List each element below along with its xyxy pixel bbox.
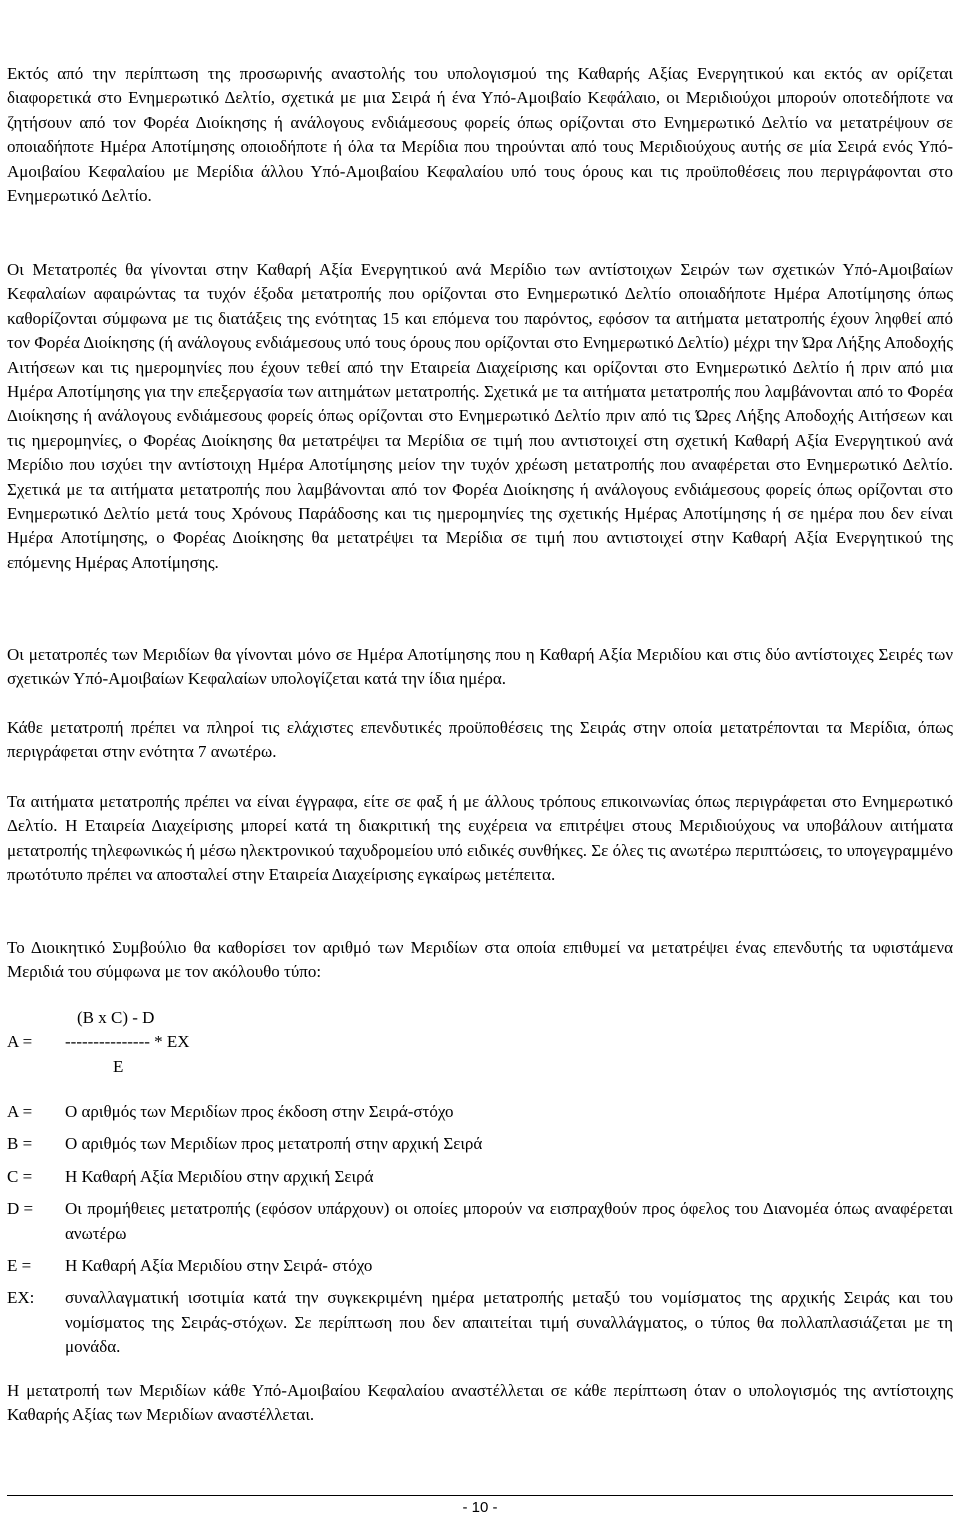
- definition-description: Οι προμήθειες μετατροπής (εφόσον υπάρχουν) οι οποίες μπορούν να εισπραχθούν προς όφελος του Διανομέα όπως αναφέρεται ανωτέρω: [65, 1199, 953, 1243]
- formula-fraction-line: --------------- * EX: [65, 1032, 190, 1051]
- paragraph-written-requests: Τα αιτήματα μετατροπής πρέπει να είναι έγγραφα, είτε σε φαξ ή με άλλους τρόπους επικοινωνίας όπως περιγράφεται στο Ενημερωτικό Δελτίο. Η Εταιρεία Διαχείρισης μπορεί κατά τη διακριτική της ευχέρεια να επιτρέψει στους Μεριδιούχους να υποβάλουν αιτήματα μετατροπής τηλεφωνικώς ή μέσω ηλεκτρονικού ταχυδρομείου υπό ειδικές συνθήκες. Σε όλες τις ανωτέρω περιπτώσεις, το υπογεγραμμένο πρωτότυπο πρέπει να αποσταλεί στην Εταιρεία Διαχείρισης εγκαίρως μετέπειτα.: [7, 792, 953, 885]
- definition-term: B =: [7, 1134, 33, 1154]
- formula-definitions: [7, 1100, 953, 1368]
- definition-row: [7, 1254, 953, 1278]
- footer-divider: [7, 1495, 953, 1496]
- page-number: - 10 -: [462, 1499, 498, 1516]
- definition-description: Η Καθαρή Αξία Μεριδίου στην Σειρά- στόχο: [65, 1256, 373, 1276]
- definition-term: A =: [7, 1102, 33, 1121]
- paragraph-minimum-investment: Κάθε μετατροπή πρέπει να πληροί τις ελάχιστες επενδυτικές προϋποθέσεις της Σειράς στην οποία μετατρέπονται τα Μερίδια, όπως περιγράφεται στην ενότητα 7 ανωτέρω.: [7, 718, 953, 762]
- definition-row: [7, 1197, 953, 1246]
- definition-term: EX:: [7, 1288, 35, 1308]
- definition-description: συναλλαγματική ισοτιμία κατά την συγκεκριμένη ημέρα μετατροπής μεταξύ του νομίσματος της αρχικής Σειράς και του νομίσματος της Σειράς-στόχων. Σε περίπτωση που δεν απαιτείται τιμή συναλλάγματος, ο τύπος θα πολλαπλασιάζεται με τη μονάδα.: [65, 1288, 953, 1357]
- definition-term: C =: [7, 1166, 33, 1186]
- paragraph-suspension: Η μετατροπή των Μεριδίων κάθε Υπό-Αμοιβαίου Κεφαλαίου αναστέλλεται σε κάθε περίπτωση όταν ο υπολογισμός της αντίστοιχης Καθαρής Αξίας των Μεριδίων αναστέλλεται.: [7, 1381, 953, 1425]
- paragraph-conversion-requests: Εκτός από την περίπτωση της προσωρινής αναστολής του υπολογισμού της Καθαρής Αξίας Ενεργητικού και εκτός αν ορίζεται διαφορετικά στο Ενημερωτικό Δελτίο, σχετικά με μια Σειρά ή ένα Υπό-Αμοιβαίο Κεφάλαιο, οι Μεριδιούχοι μπορούν οποτεδήποτε να ζητήσουν από τον Φορέα Διοίκησης ή ανάλογους ενδιάμεσους φορείς όπως ορίζονται στο Ενημερωτικό Δελτίο να μετατρέψουν σε οποιαδήποτε Ημέρα Αποτίμησης οποιοδήποτε ή όλα τα Μερίδια που τηρούνται από τους Μεριδιούχους αυτής σε μία Σειρά ενός Υπό-Αμοιβαίου Κεφαλαίου με Μερίδια άλλου Υπό-Αμοιβαίου Κεφαλαίου υπό τους όρους και τις προϋποθέσεις που περιγράφονται στο Ενημερωτικό Δελτίο.: [7, 64, 953, 206]
- conversion-formula: [7, 1006, 407, 1086]
- formula-lhs: A =: [7, 1032, 33, 1051]
- definition-row: [7, 1100, 953, 1124]
- definition-row: [7, 1132, 953, 1156]
- definition-description: Η Καθαρή Αξία Μεριδίου στην αρχική Σειρά: [65, 1166, 374, 1186]
- definition-row: [7, 1286, 953, 1359]
- definition-term: D =: [7, 1199, 34, 1219]
- definition-row: [7, 1165, 953, 1189]
- definition-description: Ο αριθμός των Μεριδίων προς έκδοση στην Σειρά-στόχο: [65, 1102, 454, 1121]
- paragraph-formula-intro: Το Διοικητικό Συμβούλιο θα καθορίσει τον αριθμό των Μεριδίων στα οποία επιθυμεί να μετατρέψει ένας επενδυτής τα υφιστάμενα Μεριδιά του σύμφωνα με τον ακόλουθο τύπο:: [7, 938, 953, 982]
- formula-numerator: (B x C) - D: [77, 1008, 155, 1027]
- paragraph-conversion-pricing: Οι Μετατροπές θα γίνονται στην Καθαρή Αξία Ενεργητικού ανά Μερίδιο των αντίστοιχων Σειρών των σχετικών Υπό-Αμοιβαίων Κεφαλαίων αφαιρώντας τα τυχόν έξοδα μετατροπής που ορίζονται στο Ενημερωτικό Δελτίο οποιαδήποτε Ημέρα Αποτίμησης όπως καθορίζονται σύμφωνα με τις διατάξεις της ενότητας 15 και επόμενα του παρόντος, εφόσον τα αιτήματα μετατροπής έχουν ληφθεί από τον Φορέα Διοίκησης (ή ανάλογους ενδιάμεσους υπό τους όρους που ορίζονται στο Ενημερωτικό Δελτίο) μέχρι την Ώρα Λήξης Αποδοχής Αιτήσεων και τις ημερομηνίες που έχουν τεθεί από την Εταιρεία Διαχείρισης και ορίζονται στο Ενημερωτικό Δελτίο ή πριν από μια Ημέρα Αποτίμησης για την επεξεργασία των αιτημάτων μετατροπής. Σχετικά με τα αιτήματα μετατροπής που λαμβάνονται από το Φορέα Διοίκησης ή ανάλογους ενδιάμεσους φορείς όπως ορίζονται στο Ενημερωτικό Δελτίο πριν από τις Ώρες Λήξης Αποδοχής Αιτήσεων και τις ημερομηνίες, ο Φορέας Διοίκησης θα μετατρέψει τα Μερίδια σε τιμή που αντιστοιχεί στη σχετική Καθαρή Αξία Ενεργητικού ανά Μερίδιο που ισχύει την αντίστοιχη Ημέρα Αποτίμησης μείον την τυχόν χρέωση μετατροπής που αναφέρεται στο Ενημερωτικό Δελτίο. Σχετικά με τα αιτήματα μετατροπής που λαμβάνονται από τον Φορέα Διοίκησης ή ανάλογους ενδιάμεσους φορείς όπως ορίζονται στο Ενημερωτικό Δελτίο μετά τους Χρόνους Παράδοσης και τις ημερομηνίες της σχετικής Ημέρας Αποτίμησης ή σε ημέρα που δεν είναι Ημέρα Αποτίμησης, ο Φορέας Διοίκησης θα μετατρέψει τα Μερίδια σε τιμή που αντιστοιχεί στην Καθαρή Αξία Ενεργητικού της επόμενης Ημέρας Αποτίμησης.: [7, 260, 953, 572]
- paragraph-same-day-valuation: Οι μετατροπές των Μεριδίων θα γίνονται μόνο σε Ημέρα Αποτίμησης που η Καθαρή Αξία Μεριδίου και στις δύο αντίστοιχες Σειρές των σχετικών Υπό-Αμοιβαίων Κεφαλαίων υπολογίζεται κατά την ίδια ημέρα.: [7, 645, 953, 689]
- formula-denominator: E: [113, 1057, 124, 1076]
- definition-description: Ο αριθμός των Μεριδίων προς μετατροπή στην αρχική Σειρά: [65, 1134, 483, 1154]
- definition-term: E =: [7, 1256, 32, 1276]
